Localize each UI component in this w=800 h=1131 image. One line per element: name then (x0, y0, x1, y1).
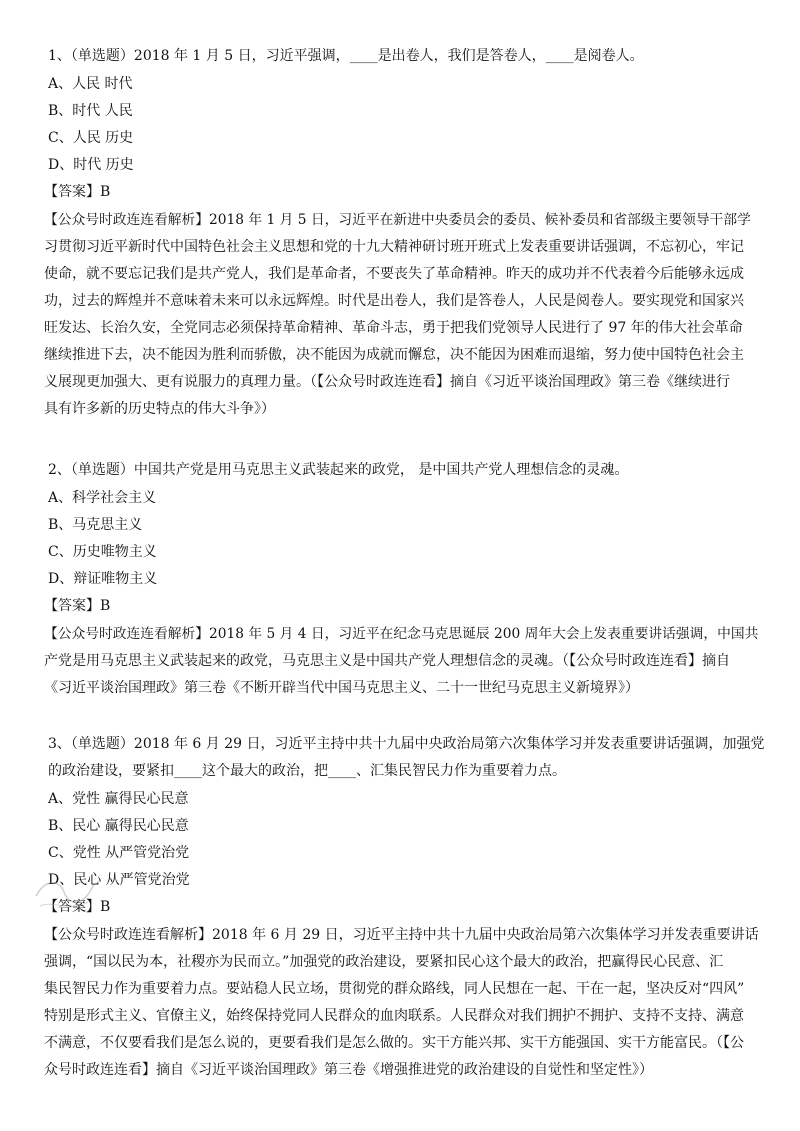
option-b: B、马克思主义 (48, 517, 143, 533)
explanation-line: 【公众号时政连连看解析】2018 年 1 月 5 日，习近平在新进中央委员会的委员、候补委员和省部级主要领导干部学 (44, 212, 751, 228)
explanation-line: 《习近平谈治国理政》第三卷《不断开辟当代中国马克思主义、二十一世纪马克思主义新境界》） (44, 680, 639, 696)
question-stem: 2、（单选题）中国共产党是用马克思主义武装起来的政党， 是中国共产党人理想信念的灵魂。 (48, 462, 629, 478)
explanation-line: 习贯彻习近平新时代中国特色社会主义思想和党的十九大精神研讨班开班式上发表重要讲话强调，不忘初心，牢记 (44, 239, 744, 255)
explanation-line: 继续推进下去，决不能因为胜利而骄傲，决不能因为成就而懈怠，决不能因为困难而退缩，努力使中国特色社会主 (44, 347, 744, 363)
explanation-line: 具有许多新的历史特点的伟大斗争》） (44, 401, 275, 417)
option-c: C、党性 从严管党治党 (48, 845, 190, 861)
watermark-mark (30, 866, 100, 918)
answer: 【答案】B (44, 899, 111, 915)
explanation-line: 使命，就不要忘记我们是共产党人，我们是革命者，不要丧失了革命精神。昨天的成功并不代表着今后能够永远成 (44, 266, 744, 282)
option-a: A、人民 时代 (48, 76, 133, 92)
question-stem: 的政治建设，要紧扣____这个最大的政治，把____、汇集民智民力作为重要着力点。 (48, 763, 566, 779)
option-d: D、民心 从严管党治党 (48, 872, 190, 888)
option-b: B、时代 人民 (48, 103, 133, 119)
answer: 【答案】B (44, 184, 111, 200)
explanation-line: 众号时政连连看】摘自《习近平谈治国理政》第三卷《增强推进党的政治建设的自觉性和坚定性》） (44, 1062, 653, 1078)
option-a: A、党性 赢得民心民意 (48, 791, 189, 807)
explanation-line: 强调，“国以民为本，社稷亦为民而立。”加强党的政治建设，要紧扣民心这个最大的政治，把赢得民心民意、汇 (44, 954, 724, 970)
answer: 【答案】B (44, 598, 111, 614)
explanation-line: 产党是用马克思主义武装起来的政党，马克思主义是中国共产党人理想信念的灵魂。（【公众号时政连连看】摘自 (44, 653, 730, 669)
explanation-line: 义展现更加强大、更有说服力的真理力量。（【公众号时政连连看】摘自《习近平谈治国理政》第三卷《继续进行 (44, 374, 730, 390)
question-stem: 1、（单选题）2018 年 1 月 5 日，习近平强调，____是出卷人，我们是答卷人，____是阅卷人。 (48, 48, 644, 64)
explanation-line: 集民智民力作为重要着力点。要站稳人民立场，贯彻党的群众路线，同人民想在一起、干在一起，坚决反对“四风” (44, 981, 745, 997)
option-b: B、民心 赢得民心民意 (48, 818, 189, 834)
option-c: C、历史唯物主义 (48, 544, 157, 560)
explanation-line: 【公众号时政连连看解析】2018 年 6 月 29 日，习近平主持中共十九届中央政治局第六次集体学习并发表重要讲话 (44, 927, 759, 943)
option-d: D、时代 历史 (48, 157, 134, 173)
explanation-line: 旺发达、长治久安，全党同志必须保持革命精神、革命斗志，勇于把我们党领导人民进行了 97 年的伟大社会革命 (44, 320, 743, 336)
option-a: A、科学社会主义 (48, 490, 157, 506)
explanation-line: 【公众号时政连连看解析】2018 年 5 月 4 日，习近平在纪念马克思诞辰 200 周年大会上发表重要讲话强调，中国共 (44, 626, 759, 642)
explanation-line: 功，过去的辉煌并不意味着未来可以永远辉煌。时代是出卷人，我们是答卷人，人民是阅卷人。要实现党和国家兴 (44, 293, 744, 309)
option-d: D、辩证唯物主义 (48, 571, 158, 587)
explanation-line: 不满意，不仅要看我们是怎么说的，更要看我们是怎么做的。实干方能兴邦、实干方能强国、实干方能富民。（【公 (44, 1035, 744, 1051)
option-c: C、人民 历史 (48, 130, 134, 146)
explanation-line: 特别是形式主义、官僚主义，始终保持党同人民群众的血肉联系。人民群众对我们拥护不拥护、支持不支持、满意 (44, 1008, 744, 1024)
question-stem: 3、（单选题）2018 年 6 月 29 日，习近平主持中共十九届中央政治局第六次集体学习并发表重要讲话强调，加强党 (48, 736, 765, 752)
